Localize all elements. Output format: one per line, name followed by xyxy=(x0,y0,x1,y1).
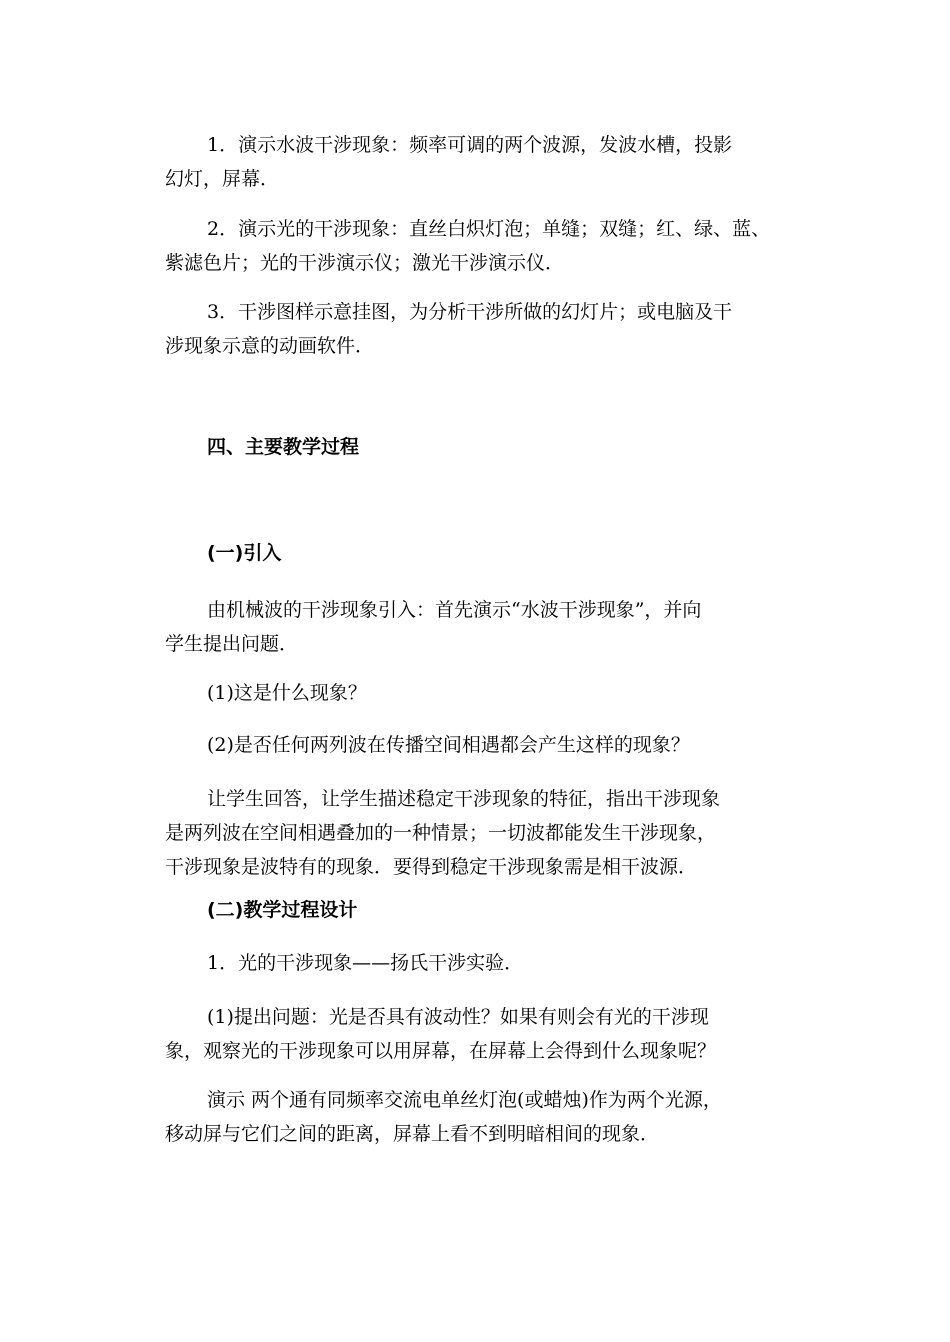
question-1: (1)这是什么现象？ xyxy=(207,682,367,704)
subsection-heading-design: (二)教学过程设计 xyxy=(207,899,358,921)
text-line: (1)提出问题：光是否具有波动性？如果有则会有光的干涉现 xyxy=(207,1006,709,1028)
paragraph-demo xyxy=(165,1083,795,1151)
paragraph-question xyxy=(165,1000,795,1068)
text-line: 由机械波的干涉现象引入：首先演示“水波干涉现象”，并向 xyxy=(207,599,702,621)
subsection-heading-intro: (一)引入 xyxy=(207,542,282,564)
text-line: 学生提出问题． xyxy=(165,633,299,655)
paragraph-equipment-1 xyxy=(165,128,795,196)
text-line: 是两列波在空间相遇叠加的一种情景；一切波都能发生干涉现象， xyxy=(165,822,717,844)
text-line: 象，观察光的干涉现象可以用屏幕，在屏幕上会得到什么现象呢？ xyxy=(165,1040,717,1062)
text-line: 1．演示水波干涉现象：频率可调的两个波源，发波水槽，投影 xyxy=(207,134,733,156)
text-line: 3．干涉图样示意挂图，为分析干涉所做的幻灯片；或电脑及干 xyxy=(207,301,733,323)
question-2: (2)是否任何两列波在传播空间相遇都会产生这样的现象？ xyxy=(207,734,690,756)
text-line: 幻灯，屏幕． xyxy=(165,168,280,190)
paragraph-equipment-2 xyxy=(165,212,795,280)
text-line: 移动屏与它们之间的距离，屏幕上看不到明暗相间的现象． xyxy=(165,1123,660,1145)
step-1-title: 1．光的干涉现象——扬氏干涉实验． xyxy=(207,952,524,974)
text-line: 干涉现象是波特有的现象．要得到稳定干涉现象需是相干波源． xyxy=(165,856,698,878)
text-line: 涉现象示意的动画软件． xyxy=(165,335,375,357)
section-heading-main-process: 四、主要教学过程 xyxy=(207,436,360,458)
paragraph-equipment-3 xyxy=(165,295,795,363)
paragraph-intro xyxy=(165,593,795,661)
text-line: 2．演示光的干涉现象：直丝白炽灯泡；单缝；双缝；红、绿、蓝、 xyxy=(207,218,771,240)
text-line: 演示 两个通有同频率交流电单丝灯泡(或蜡烛)作为两个光源， xyxy=(207,1089,722,1111)
text-line: 紫滤色片；光的干涉演示仪；激光干涉演示仪． xyxy=(165,252,565,274)
paragraph-answer xyxy=(165,782,795,884)
text-line: 让学生回答，让学生描述稳定干涉现象的特征，指出干涉现象 xyxy=(207,788,721,810)
